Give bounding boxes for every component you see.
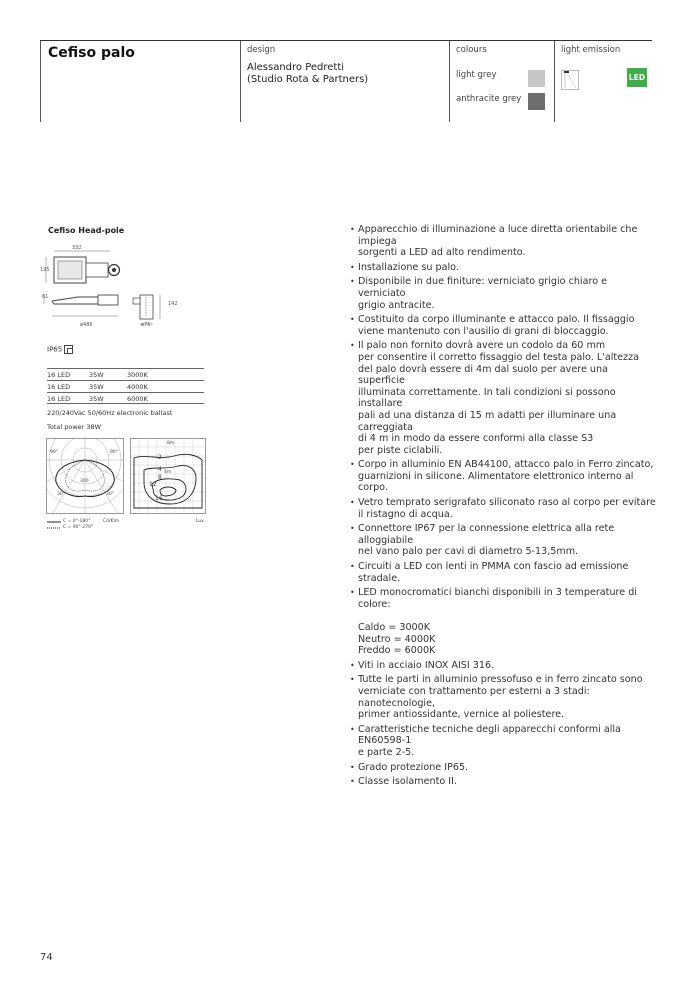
iso-label-2: 2: [158, 454, 162, 461]
description-item: [350, 523, 656, 558]
ballast-note: 220/240Vac 50/60Hz electronic ballast: [47, 409, 173, 417]
description-item: [350, 314, 656, 337]
description-line: • Corpo in alluminio EN AB44100, attacco palo in Ferro zincato,: [358, 459, 654, 471]
spec-table: [47, 368, 204, 404]
description-line: nel vano palo per cavi di diametro 5-13,5mm.: [358, 546, 579, 558]
description-item: [350, 561, 656, 584]
description-line: il ristagno di acqua.: [358, 508, 453, 520]
led-badge: LED: [627, 68, 647, 87]
description-line: pali ad una distanza di 15 m adatti per illuminare una carreggiata: [358, 409, 617, 433]
description-item: [350, 497, 656, 520]
description-item: [350, 262, 656, 274]
ip-label: IP65: [47, 345, 63, 354]
technical-drawing: [40, 240, 210, 332]
description-item: [350, 340, 656, 456]
description-line: stradale.: [358, 572, 401, 584]
description-line: verniciate con trattamento per esterni a 3 stadi: nanotecnologie,: [358, 685, 590, 709]
description-list: [350, 224, 656, 791]
unit-polar: Cd/Klm: [103, 519, 120, 524]
description-item: [350, 724, 656, 759]
page-number: 74: [40, 952, 53, 963]
description-line: e parte 2-5.: [358, 746, 415, 758]
description-item: [350, 224, 656, 259]
description-line: Caldo = 3000K: [358, 622, 431, 633]
description-line: • Vetro temprato serigrafato siliconato raso al corpo per evitare: [358, 497, 656, 509]
emission-label: light emission: [561, 45, 621, 55]
description-line: • Il palo non fornito dovrà avere un codolo da 60 mm: [358, 340, 606, 352]
description-line: • LED monocromatici bianchi disponibili in 3 temperature di colore:: [358, 587, 637, 610]
polar-label-30-left: 30°: [57, 492, 65, 497]
description-line: illuminata correttamente. In tali condizioni si possono installare: [358, 386, 616, 410]
description-line: [358, 610, 656, 622]
class-ii-icon: [64, 345, 73, 354]
description-item: [350, 459, 656, 494]
iso-label-4: 4: [158, 466, 162, 473]
description-line: • Classe isolamento II.: [358, 776, 457, 788]
description-line: • Tutte le parti in alluminio pressofuso e in ferro zincato sono: [358, 674, 643, 686]
dim-side: 61: [42, 294, 49, 300]
emission-cell: [554, 41, 652, 122]
iso-label-8: 8: [158, 474, 162, 481]
ip-rating: [47, 345, 73, 354]
dim-width: 332: [72, 245, 82, 251]
description-line: • Viti in acciaio INOX AISI 316.: [358, 659, 495, 671]
colour-swatch-light-grey: [528, 70, 545, 87]
description-line: • Circuiti a LED con lenti in PMMA con fascio ad emissione: [358, 561, 629, 573]
design-label: design: [247, 45, 276, 55]
description-line: di 4 m in modo da essere conformi alla classe S3: [358, 433, 594, 445]
designer-name: [247, 62, 368, 86]
description-item: [350, 660, 656, 672]
spec-row: 16 LED 35W 3000K: [47, 368, 204, 380]
description-line: guarnizioni in silicone. Alimentatore elettronico interno al corpo.: [358, 470, 634, 494]
polar-label-300: 300: [80, 479, 89, 484]
description-item: [350, 276, 656, 311]
description-line: • Disponibile in due finiture: verniciato grigio chiaro e verniciato: [358, 276, 608, 299]
iso-label-side: 4m: [164, 470, 172, 475]
description-line: per piste ciclabili.: [358, 444, 443, 456]
design-cell: [240, 41, 449, 122]
colour-name-light-grey: light grey: [456, 70, 497, 80]
description-line: • Costituito da corpo illuminante e attacco palo. Il fissaggio: [358, 314, 635, 326]
legend-solid: C = 0°-180°: [63, 519, 91, 524]
description-line: del palo dovrà essere di 4m dal suolo per avere una superficie: [358, 363, 608, 387]
description-item: [350, 762, 656, 774]
description-line: • Connettore IP67 per la connessione elettrica alla rete alloggiabile: [358, 523, 615, 546]
description-line: • Installazione su palo.: [358, 261, 459, 273]
direct-light-icon: [561, 70, 579, 90]
colours-label: colours: [456, 45, 487, 55]
isolux-diagram: [130, 438, 206, 514]
spec-row: 16 LED 35W 6000K: [47, 392, 204, 404]
spec-row: 16 LED 35W 4000K: [47, 380, 204, 392]
description-item: [350, 674, 656, 720]
dim-pole: 142: [168, 301, 178, 307]
drawing-subtitle: Cefiso Head-pole: [48, 226, 125, 235]
description-line: grigio antracite.: [358, 299, 435, 311]
description-line: viene mantenuto con l'ausilio di grani di bloccaggio.: [358, 325, 609, 337]
legend-dotted: C = 90°-270°: [63, 525, 94, 530]
iso-label-16: 16: [155, 495, 163, 502]
description-line: • Caratteristiche tecniche degli apparecchi conformi alla EN60598-1: [358, 723, 621, 747]
unit-iso: Lux: [196, 519, 204, 524]
description-item: [350, 587, 656, 657]
dim-height: 195: [40, 267, 50, 273]
product-header: [40, 40, 652, 121]
product-title: Cefiso palo: [48, 45, 135, 61]
iso-label-12: 12: [149, 481, 157, 488]
description-line: primer antiossidante, vernice al poliestere.: [358, 709, 565, 721]
iso-label-top: 8m: [167, 441, 175, 446]
designer-line2: (Studio Rota & Partners): [247, 74, 369, 85]
colour-swatch-anthracite: [528, 93, 545, 110]
description-item: [350, 776, 656, 788]
legend-lines: [47, 520, 63, 532]
description-line: per consentire il corretto fissaggio del testa palo. L'altezza: [358, 351, 640, 363]
description-line: • Apparecchio di illuminazione a luce diretta orientabile che impiega: [358, 224, 638, 247]
description-line: Freddo = 6000K: [358, 645, 436, 657]
polar-label-30-right: 30°: [106, 492, 114, 497]
colours-cell: [449, 41, 554, 122]
dim-d2: ø76: [141, 322, 151, 328]
description-line: • Grado protezione IP65.: [358, 761, 469, 773]
total-power: Total power 38W: [47, 423, 102, 431]
polar-label-90-right: 90°: [110, 450, 118, 455]
colour-name-anthracite: anthracite grey: [456, 94, 522, 104]
dim-d1: ø486: [80, 322, 93, 328]
designer-line1: Alessandro Pedretti: [247, 62, 345, 73]
polar-label-90-left: 90°: [50, 450, 58, 455]
description-line: Neutro = 4000K: [358, 633, 436, 645]
description-line: sorgenti a LED ad alto rendimento.: [358, 247, 526, 259]
title-cell: [40, 41, 240, 122]
